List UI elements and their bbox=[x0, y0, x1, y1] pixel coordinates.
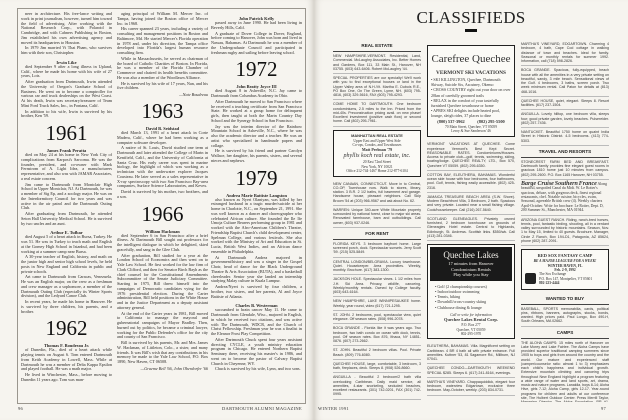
obituary-signature: —Nate Boudreau bbox=[178, 92, 208, 97]
manhattan-real-estate-ad bbox=[333, 130, 421, 177]
ad-line: Upper East and Upper West Side bbox=[353, 138, 401, 143]
classified-ad: QUECHEE CONDO—DARTMOUTH WEEKEND SPECIAL $285. Sleeps 6. (617) 241-8164, evenings. bbox=[427, 364, 515, 378]
classified-ad: QUECHEE HOUSE, large, comfortable, 3 bedroom, 3 bath, fireplaces, deck. Sleeps 8. (908) 526-8660. bbox=[333, 360, 421, 374]
obituary-name: David B. Seidstad bbox=[145, 126, 180, 131]
sox-logo-icon bbox=[525, 273, 536, 284]
obituary-column-3 bbox=[211, 12, 302, 402]
class-year-heading: 1963 bbox=[141, 99, 184, 123]
classified-ad-list bbox=[521, 305, 609, 327]
classifieds-title: CLASSIFIEDS bbox=[416, 8, 526, 27]
ad-phone: (800) 537-3962 bbox=[437, 118, 465, 124]
page-number-left: 96 bbox=[18, 406, 24, 411]
obituary-paragraph: In recent years, he made his home in Hanover. He is survived by three children, his parents, and a brother. bbox=[21, 299, 112, 314]
ad-line: P.O. Box 277 bbox=[461, 323, 481, 328]
obituary-paragraph: David is survived by his mother, two brothers, and a son. bbox=[117, 189, 208, 199]
ad-title: MANHATTAN REAL ESTATE bbox=[351, 132, 403, 138]
obituary-paragraph: Chuck is survived by his wife, Lynn, and two sons. bbox=[215, 366, 301, 372]
obituary-paragraph: After Dartmouth Chuck spent four years assistant directing CYCLE, a youth ministry education program in Chicago. He entered Northern Baptist Seminary there, receiving his master's in 1986, and went on to become the pastor of Calvary Baptist Church in Cheyenne, WY. bbox=[211, 336, 302, 366]
obituary-paragraph: Jay was the interim director of the Rainbow Mountain School in Asheville, N.C., where he was also the academic director and a teacher. He was an artist who specialized in handmade papers and collage. bbox=[211, 123, 302, 148]
ad-bullet: • Tennis, hiking bbox=[435, 294, 461, 300]
classified-ad: ST. JOHN. Beautiful 2 bedroom villas. Pool. Private Beach. (809) 776-6080. bbox=[333, 346, 421, 360]
classified-ad: SCOTLAND GLENEAGLES. Privately owned furnished, 2 bedroom townhouse on grounds of Gleneagles Hotel estate. Central to Highlands, Edinburgh, St. Andrews. Scottish links. $550/wk. Call (413) 281-0346. bbox=[427, 215, 515, 241]
classified-ad: COTTON BAY, ELEUTHERA, BAHAMAS. Wonderful ocean side house with four bedrooms, four bathrooms, pool. Golf, tennis, fishing easily accessible. (802) 425-2316. bbox=[427, 171, 515, 193]
classified-ad: ARIZONA GUEST RANCH. Riding, ranch-bred horses, tennis, pool, fantastic birding, shooting, all in a verdant valley surrounded by historic mountains. Season, Nov. 1 to May 15, limited to 40 guests. Brochure. Manager, Circle Z Ranch, Box 194-D1, Patagonia, AZ 85624, phone (602) 287-2091. bbox=[521, 216, 609, 247]
obituary-paragraph: died September 6 in San Francisco after a brief illness. At Dartmouth Bill sought out professors for the intelligent dialogue in which he delighted, skied gracefully, and sang in the Glee Club. bbox=[117, 232, 208, 252]
ad-address: 70 Main Street, Quechee, VT 05059 bbox=[444, 124, 498, 129]
obituary-paragraph: A 30-year teacher of English, history, and math on the junior high and senior high school levels, he held posts in New England and California in public and private schools. bbox=[21, 254, 112, 274]
obituary-paragraph: died August 8 in Asheville, N.C. Jay came to Dartmouth from Columbus Academy in Ohio. bbox=[211, 88, 302, 98]
class-year-heading: 1962 bbox=[45, 316, 88, 341]
section-heading-camps: CAMPS bbox=[521, 327, 609, 339]
classified-ad: SPECIAL PROPERTIES are our specialty! We'll work with you to find exceptional houses or land in the Upper Valley area of N.H./Vt. Martha E. Dubois R.E., PO Box One, On The Green, Lyme, NH. (603) 795-4816, (603) 329-5616, FAX (603) 795-4293. bbox=[333, 74, 421, 100]
ad-line: 17 minutes from Hanover bbox=[448, 261, 494, 267]
obituary-name: Andrea Marie Battiste Langston bbox=[226, 192, 287, 198]
obituary-paragraph: Andrea/Nyeri is survived by four children, a brother, two sisters, and her parents, Al and Joyce Battiste of Atlanta. bbox=[211, 284, 302, 299]
ad-line: Play while you Stay bbox=[453, 272, 489, 278]
ad-phone: 802-295-1970 bbox=[460, 331, 482, 336]
classified-ad: NANTUCKET. Beautiful 1750 home on quaint India Street in Historic District. 4-5 bedrooms. (413) 774-5303. bbox=[521, 128, 609, 146]
obituary-paragraph: He is survived by his friend and partner Carolyn Wallace, her daughter, his parents, sisters, and several nieces and nephews. bbox=[211, 148, 302, 163]
obituary-name: James Frank Peratta bbox=[46, 148, 87, 153]
classified-ad-list bbox=[427, 342, 515, 395]
ad-tagline: BE A MAJOR LEAGUER FOR A WEEK! bbox=[533, 259, 597, 264]
ad-bullet: • Clubhouse dining & lounge bbox=[435, 304, 482, 310]
classified-ad: ANGUILLA - Beautiful 2 bedroom/2 bath villa overlooking Caribbean. Daily maid service, all amenities, 4-star snorkeling, secluded beaches, excellent restaurants. (301) 742-0201, FAX (301) 742-0995. bbox=[333, 373, 421, 399]
ad-bullet: • SKI KILLINGTON, Quechee, Dartmouth Skiway, Suicide Six, Ascutney, Okemo bbox=[431, 77, 501, 88]
ad-line: Quechee, VT 05059 bbox=[456, 327, 486, 332]
ad-firm-logo: phyllis koch real estate, inc. bbox=[343, 153, 411, 160]
carefree-quechee-ad bbox=[427, 45, 515, 137]
ad-line: WINTER HAVEN, FL bbox=[547, 263, 583, 268]
classifieds-column-2 bbox=[427, 40, 515, 402]
classified-ad: JACKSON HOLE. Spectacular views. 1 1/2 miles from J.H. Ski Area. Privacy, wildlife, canoeing. Weekly/monthly rentals. Owned by College faculty. (603) 643-6164. bbox=[333, 275, 421, 297]
classified-ad: CENTRAL LONDON/BELGRAVIA. Luxury townhouse. Quiet. Housekeeper. Area proximities. Weekly, monthly. Brochure. (617) 383-1300. bbox=[333, 258, 421, 276]
obituary-paragraph: After Dartmouth he moved to San Francisco where he received a teaching certificate from San Francisco State. He worked at a group home for delinquent girls, then taught at both the Marin Country Day School and the Synergy School in San Francisco. bbox=[211, 98, 302, 123]
obituary-paragraph: A graduate of Dover College in Dover, England, before coming to Hanover, John was born and lived in Nassau, Bahamas. At Dartmouth he was a member of the Undergraduate Council and participated in freshman rugby and sailing before leaving school. bbox=[211, 30, 302, 55]
classified-ad: WARREN: Unique 340-acre White Mountain property surrounded by national forest, close to major ski areas. Renovated farmhouse, barn and outbuildings. Call owner, (603) 937-0246. bbox=[333, 206, 421, 228]
ad-bullet: • Downhill/cross-country skiing bbox=[435, 299, 487, 305]
classified-ad-list bbox=[333, 52, 421, 127]
obituary-paragraph: passed away in June 1990. He had been living in Beverly Hills, Calif. bbox=[211, 20, 302, 30]
ad-title: Quechee Lakes bbox=[443, 250, 499, 261]
classified-ad: ELEUTHERA, BAHAMAS. Villa. Magnificent setting on Caribbean. 4 BR 4 bath all with private entrance. Full amenities. Kuttner '53, 81 Sagamore Rd., Millburn, NJ 07041. bbox=[427, 342, 515, 364]
obituary-name: John Beatty Joyce III bbox=[236, 84, 277, 90]
classified-ad: ANGUILLA. Lovely hilltop, one bedroom villa, sleeps four; good private garden, lovely beaches. Pulsereider. (802) 257-7436. bbox=[521, 110, 609, 128]
quechee-lakes-ad bbox=[427, 244, 515, 339]
obituary-paragraph: Bill is survived by his parents, Mr. and Mrs. James W. Hackman, of Littleton, Colo., a sister, and many friends. It was Bill's wish that any contributions in his memory be made to the Yale Law School, P.O. Box 1890, New Haven, CT 06508. bbox=[117, 340, 208, 364]
obituary-paragraph: died September 9 after a long illness in Upland, Calif., where he made his home with his wife of 27 years, Lois. bbox=[21, 63, 112, 79]
classified-ad bbox=[333, 400, 421, 402]
classified-ad: NEW HAMPSHIRE-VERMONT. Residential, Land, Commercial. McLaughry Associates, Inc. Better Homes and Gardens, Box 111, 33 Main St., Hanover, NH 03755. (603) 643-6406. Robert McLaughry '44. bbox=[333, 52, 421, 74]
obituary-paragraph: neer in architecture. His free-lance writing and work in print journalism, however, turned him toward the field of advertising. After working with the National Research Corp., with Polaroid in Cambridge, and with Cahners Publishing in Boston, Jim established his own advertising agency and moved its headquarters to Houston. bbox=[21, 12, 112, 45]
obituary-paragraph: also known as Nyeri Olaniyan, was killed by her estranged husband in a tragic murder/suicide at her home in Charlotte, N.C., on September 21, 1991. She was well known as a dancer and choreographer who celebrated African culture. She founded the Ile Ife Umoja Culture Bearers performing group in 1981 and worked with the Afro-American Children's Theatre, Friendship Baptist Church's child development center, Spelman College, and various festivals. She also worked with the Ministry of Art and Education in St. Lucia, British West Indies, and an African dance ensemble in Philadelphia. bbox=[211, 196, 302, 254]
ad-line: P.O. Box 147, Montpelier, VT 05601 bbox=[539, 276, 593, 281]
classifieds-column-1 bbox=[333, 40, 421, 402]
obituary-signature: —Graeme Bell '66, John Oberdorfer '66 bbox=[140, 365, 208, 371]
obituary-paragraph: He is survived by his wife of 17 years, Nan, and his five children. bbox=[117, 80, 208, 91]
ad-title: Carefree Quechee bbox=[431, 53, 511, 65]
ad-title: RED SOX FANTASY CAMP bbox=[537, 253, 593, 259]
classified-ad: BOCA GRANDE. Spacious, fully-equipped, beach house with all the amenities in a very private setting on beautiful, sandy, 3 mile beach. Sensational views of the Gulf. 4 bedrooms, 3 baths, screen porch. Two week minimum rental. Call Paton for details at (813) 468-1016. bbox=[521, 66, 609, 97]
obituary-paragraph: After graduation, Bill studied for a year at the London School of Economics and then went on to Yale Law School. He first worked for the law firm of Clark Clifford, and then for Senator Birch Bayh as the chief counsel for the Constitutional Amendments Subcommittee of the Senate Judiciary Committee. Starting in 1975, Bill threw himself into the campaigns of Democratic candidates vying for the 1976 presidential election. During the Carter administration, Bill held positions in the White House and in the Justice Department as a deputy assistant attorney general. bbox=[117, 252, 208, 310]
class-year-heading: 1966 bbox=[141, 201, 184, 226]
classified-ad: JAMAICA TREASURE BEACH AREA (S.W. Shore). Modern Beachfront Villa, 3 Bedroom, 2 bath. Spacious and very private. Located near a small fishing village. Cook/housekeeper. Call (216) 267-5640. bbox=[427, 193, 515, 215]
ad-bullet: • Golf (2 championship courses) bbox=[435, 283, 487, 289]
classified-ad: NEW HAMPSHIRE, LAKE WINNIPESAUKEE home. Weekly, year round, video (617) 721-1295. bbox=[333, 297, 421, 311]
section-heading-real-estate: REAL ESTATE bbox=[333, 40, 421, 52]
ad-contact: Leroy & Sue Sanderson '46 bbox=[451, 129, 491, 134]
obituary-paragraph: His career spanned 23 years, including a variety of consulting and management positions in Boston and Baltimore, Md. He started Mercer's Florida operation in 1978 and, under his direction, the Tampa office developed into Florida's largest human resource consulting firm. bbox=[117, 26, 208, 55]
classified-ad: MARTHA'S VINEYARD, EDGARTOWN. Charming 4 bedroom, 4 bath, Cape Cod cottage in walking distance of town and beaches. Ideal for family. Seasonal or monthly rentals for summer 1992. Information, call (718) 598-2826. bbox=[521, 40, 609, 66]
classified-ad-list bbox=[521, 40, 609, 146]
classified-ad-list bbox=[333, 240, 421, 402]
ad-line: The Sox Exchange bbox=[539, 272, 567, 277]
classified-ad: FLORIDA KEYS. 3 bedroom bayfront home. Large screened porch, dock. Spectacular sunsets. Jerry Scott '59. (215) 525-5849. bbox=[333, 240, 421, 258]
ad-line: Feb. 2-9, 1992 bbox=[554, 267, 576, 272]
classified-ad-list bbox=[427, 140, 515, 241]
ad-line: Co-ops, Condos, and Townhouses bbox=[352, 142, 402, 147]
ad-phone: (802) 295-5500 bbox=[477, 118, 505, 124]
obituary-paragraph: aging principal of William M. Mercer Inc. of Tampa, having joined the Boston office of Mercer Inc. in 1968. bbox=[117, 12, 208, 26]
obituary-paragraph: of Dunedin, Fla., died of a heart attack while playing tennis on August 6. Tom entered Dartmouth from Keith Academy in Lowell, Mass. While at Dartmouth he was a member of Delta Kappa Epsilon and played football. He was a math major. bbox=[21, 347, 112, 372]
ad-title: Barge Cruise bbox=[521, 180, 554, 187]
red-sox-fantasy-camp-ad bbox=[521, 249, 609, 289]
class-year-heading: 1972 bbox=[235, 57, 278, 82]
classified-ad: COME HOME TO DARTMOUTH. One bedroom condominiums, 2.5 miles to the Inn. Priced from the mid-40s. Preconstruction pricing avail. on new phase! Excellent investment (positive cash flow) or second home. Call (802) 295-7961. bbox=[333, 100, 421, 126]
ad-bullet-list bbox=[430, 281, 512, 313]
obituary-paragraph: At Dartmouth Andrea majored in government/history and was a singer in the Gospel Choir, head of dance for the Black Underground Theatre & Arts Association (BUTA), and a basketball cheerleader. Senior year she landed an internship studying Malay culture in Kuala Lumpur. bbox=[211, 254, 302, 284]
ad-bullet: • RELAX in the comfort of your tastefully furnished Quechee townhouse or home bbox=[431, 97, 499, 109]
obituary-paragraph: At the end of the Carter years in 1981, Bill moved to California to manage the mayoral and gubernatorial campaigns of Mayor Bradley. Then, burned out by politics, he became a criminal lawyer, working for the Public Defender's office for the city and county of San Francisco. bbox=[117, 310, 208, 340]
classified-ad-list bbox=[521, 216, 609, 247]
obituary-name: John Patrick Kelly bbox=[238, 16, 275, 21]
obituary-paragraph: After graduation from Dartmouth, Irwin attended the University of Oregon's Graduate School of Business. He went on to become a comptroller for various car and truck dealerships on the West Coast. At his death, Irwin was secretary/treasurer of Team Mini Ford Truck Sales, Inc., in Fontana, Calif. bbox=[21, 79, 112, 108]
obituary-paragraph: In 1979 Jim married Vi Thai Pham, who survives him with their son, Christopher. bbox=[21, 45, 112, 55]
section-heading-for-rent: FOR RENT bbox=[333, 228, 421, 240]
ad-company: Quechee Lakes Rental Corp. bbox=[444, 317, 498, 323]
class-year-heading: 1961 bbox=[45, 121, 88, 145]
ad-line: Condominium Rentals bbox=[451, 266, 491, 272]
classified-ad: MARTHA'S VINEYARD. Chappaquiddick, elegant four bedroom, waterview Edgartown, exclusive three bedroom. May-October, weekly. (203) 834-0731. bbox=[427, 378, 515, 396]
classified-ad: VERMONT VACATIONS AT QUECHEE. Come experience Vermont's Best Kept Secret. REASONABLE RATES. Condominiums/Houses. Access to private club—golf, tennis, swimming, skiing, boating/lodge. QUECHEE REALTY, LTD., Box 570, Quechee VT 05059. (802) 295-6350. bbox=[427, 140, 515, 171]
magazine-name: DARTMOUTH ALUMNI MAGAZINE bbox=[222, 406, 302, 411]
obituary-name: Arthur E. Tufbar bbox=[50, 230, 83, 236]
obituary-paragraph: died on May 24 at his home in New York City of complications from Karposi's Sarcoma. He was the founder, president, and co-owner with Mark Fernstrom of A. Light Idea, a manufacturers representative, and also was with JAMAR Associates, a real estate concern. bbox=[21, 152, 112, 181]
obituary-paragraph: A native of St. Louis, David studied one term at Dartmouth and later attended the College of Marin in Kentfield, Calif., and the University of California at Santa Cruz. His early career was spent in marine biology, the highlight of which was working as a technician with the underwater explorer Jacques Cousteau. He later served as a sales representative in X-ray spectroscopy with two San Francisco Bay-area companies, Surface Science Laboratories, and Kevex. bbox=[117, 145, 208, 189]
obituary-paragraph: Jim came to Dartmouth from Montclair High School in Upper Montclair, NJ. At Dartmouth, he was a member of Sig Ep, and a zoology major. He was on the Interdormitory Council for two years and was active in the air patrol and the Dartmouth Outing Club. bbox=[21, 181, 112, 211]
issue-date: WINTER 1991 bbox=[318, 406, 349, 411]
obituary-paragraph: succumbed to brain cancer May 11. He came to Dartmouth from Glendale, Wisc., majored in English, in which he received two citations, and was active with The Dartmouth, WDCR, and the Church of Christ Fellowship. Freshman year he was a finalist in the Eleanor Frost Play Competition. bbox=[211, 307, 302, 336]
ad-line: New York, NY 10021 bbox=[361, 164, 393, 169]
obituary-column-2 bbox=[117, 12, 208, 402]
ad-bullet-list bbox=[431, 77, 511, 119]
ad-subtitle: VERMONT SKI VACATIONS bbox=[436, 70, 506, 76]
ad-title: Southern bbox=[554, 180, 578, 187]
obituary-name: William Hackman bbox=[145, 228, 180, 234]
classified-ad-list bbox=[333, 180, 421, 228]
obituary-paragraph: died March 13, 1991 of a heart attack in Corte Madera, Calif., where he had been working as a computer software developer. bbox=[117, 130, 208, 145]
ad-bullet: • Indoor/outdoor swimming bbox=[435, 288, 480, 294]
obituary-paragraph: After graduating from Dartmouth, he attended Seton Hall University Medical School. He is survived by two uncles and an aunt. bbox=[21, 211, 112, 226]
right-page-classifieds bbox=[314, 0, 628, 420]
classified-ad-list bbox=[521, 339, 609, 402]
classified-ad: THE ALOHA CAMPS: 15 miles north of Hanover on Lake Morey and Lake Fairlee. The Aloha Camps have provided superior traditional camping summers since 1905 to boys and girls from around the country and the world. Our mature and experienced staff (camper/counselor ratio: almost 1 to 3) emphasizes each child's happiness and individual growth. Extensive mountain climbing and canoeing trips throughout New England highlight a program featuring a wide range of water and land sports, art, drama, music and nature programs. Lanakila, boys 8-14; Aloha Hive, girls 7-12; Aloha Camp, girls 12-17. Year-round programs for children and adults at our conference site, The Hulbert Outdoor Center. Press Merrill Taylor, bbox=[521, 339, 609, 402]
barge-cruise-ad bbox=[521, 180, 609, 216]
obituary-name: Charles B. Westerman bbox=[235, 303, 278, 309]
section-heading-wanted: WANTED TO BUY bbox=[521, 293, 609, 305]
ad-phone: Office 212-744-1467 Home 212-877-6104 bbox=[346, 169, 408, 174]
classifieds-column-3 bbox=[521, 40, 609, 402]
ad-phone: 802-223-4444 bbox=[539, 281, 560, 286]
classified-ad-list bbox=[521, 158, 609, 180]
obituary-column-1 bbox=[21, 12, 112, 402]
obituary-name: Irwin Like bbox=[56, 59, 77, 65]
ad-line: 20 East 72nd Street bbox=[362, 160, 392, 165]
obituary-paragraph: In addition to his wife, Irwin is survived by his brother, Ken '59. bbox=[21, 108, 112, 119]
ad-title: France bbox=[578, 180, 597, 187]
ad-header bbox=[430, 247, 512, 281]
class-year-heading: 1979 bbox=[235, 165, 278, 190]
obituary-paragraph: died August 5 of a heart attack in Bursa, Turkey. He was 51. He was in Turkey to teach math and English at the Gorney High School in Istanbul, and had been working at a summer camp near Bursa. bbox=[21, 234, 112, 254]
ad-agent: Matt Perlman '79 bbox=[361, 147, 393, 153]
ad-line: Call or write for information bbox=[450, 312, 492, 317]
obituary-name: Thomas F. Boudreau Jr. bbox=[43, 343, 90, 349]
title-rule bbox=[465, 29, 477, 32]
ad-bullet: • CROSS COUNTRY right out your door on over 20km of carefully groomed trails bbox=[431, 87, 511, 98]
classified-ad: BASEBALL, SPORTS memorabilia, cards, political pins, ribbons, banners, autographs, stocks, bonds, wanted. High prices paid. Paul Longo, Box 490-H, South Orleans, MA 02662. bbox=[521, 305, 609, 327]
page-number-right: 97 bbox=[601, 406, 607, 411]
section-heading-travel: TRAVEL AND RESORTS bbox=[521, 146, 609, 158]
classified-ad: ST. JOHN. 2 bedrooms, pool, spectacular view, quiet elegance. Off season rates. (508) 996-2078. bbox=[333, 311, 421, 325]
obituary-paragraph: While in Massachusetts, he served as chairman of the board of Catholic Charities of Boston. In Florida, he was a member of the Florida Chamber of Commerce and chaired its health benefits committee. He was also a member of the Woodlawn Alliance. bbox=[117, 55, 208, 80]
classified-ad: NEW CANAAN, CONNECTICUT. Move in to Central, CO-OP, Townhouse now. Walk to stores, library, station. 3 B.R. 2 1/2 baths, full basement and garage. Handsome house, pleasant neighbors. Call Skip Broom '54 at (203) 966-9567 and ask about No. 62. bbox=[333, 180, 421, 206]
ad-bullet: • APRES SKI delights include heated pool, lounge, sleigh rides, 37 places to dine bbox=[431, 108, 501, 119]
classified-ad: STONECREST FARM BED AND BREAKFAST. Dartmouth family provides fine elegant guest rooms in gracious 1810 home just 10 minutes from campus. (802) 295-2600. P.O. Box 1165 Hanover, NH 03755. bbox=[521, 158, 609, 180]
ad-text: Along beautiful, unspoiled Canal du Midi. W. Le Rotter's spacious, deluxe, with gorgeous deck, finest regional restaurants, chef. Notable cuisine, bicycles, swim, Seasonal, agreeable British crew (4). Weekly charters April-October. Write for brochure: Le Rotter, Dept. D, 200 Summer St., Manchester, MA 01944. bbox=[521, 181, 608, 213]
classified-ad: BOCA GRANDE - Florida like it was years ago. Two bedroom, two bath condo on ocean with dock, tennis, pool. Off season rates. Box 876, Ithaca, NY 14851-0876. (607) 273-2662. bbox=[333, 324, 421, 346]
obituary-paragraph: Art came to Dartmouth from Caracas, Venezuela. He was an English major, on the crew as a freshman and crew manager as a sophomore, a member of the Dartmouth Outing Club (especially its Winter Sports division), and the Ledyard Canoe Club. bbox=[21, 274, 112, 299]
obituary-paragraph: He lived in Winchester, Mass., before moving to Dunedin 11 years ago. Tom was man- bbox=[21, 372, 112, 382]
ad-footer bbox=[525, 272, 605, 285]
classified-ad: QUECHEE HOUSE, quiet, elegant. Sleeps 8. Resort facilities. (617) 237-1504. bbox=[521, 97, 609, 111]
